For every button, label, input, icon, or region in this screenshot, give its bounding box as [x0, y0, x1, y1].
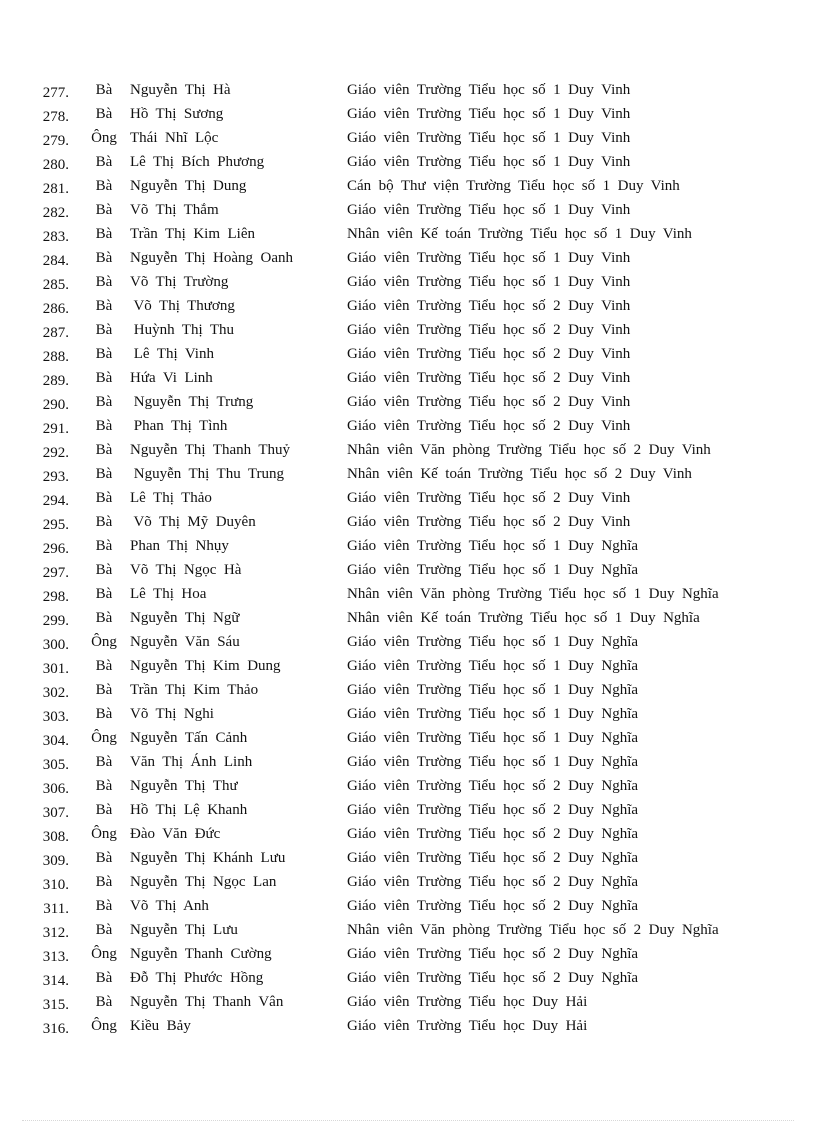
row-number: 307. — [42, 805, 69, 821]
job-title: Giáo viên Trường Tiểu học số 2 Duy Vinh — [347, 490, 631, 506]
job-title: Nhân viên Văn phòng Trường Tiểu học số 2 Duy Vinh — [347, 442, 711, 458]
person-name: Hồ Thị Sương — [130, 106, 224, 122]
row-number: 299. — [42, 613, 69, 629]
person-name: Nguyễn Văn Sáu — [130, 634, 240, 650]
list-item — [0, 990, 816, 1014]
honorific: Bà — [95, 586, 113, 602]
honorific: Bà — [95, 418, 113, 434]
row-number: 277. — [42, 85, 69, 101]
job-title: Giáo viên Trường Tiểu học số 2 Duy Nghĩa — [347, 778, 639, 794]
honorific: Ông — [91, 634, 117, 650]
person-name: Lê Thị Vinh — [130, 346, 214, 362]
row-number: 298. — [42, 589, 69, 605]
job-title: Giáo viên Trường Tiểu học số 2 Duy Nghĩa — [347, 802, 639, 818]
list-item — [0, 462, 816, 486]
job-title: Giáo viên Trường Tiểu học Duy Hải — [347, 1018, 588, 1034]
honorific: Bà — [95, 202, 113, 218]
person-name: Nguyễn Thị Ngữ — [130, 610, 240, 626]
list-item — [0, 558, 816, 582]
job-title: Giáo viên Trường Tiểu học số 1 Duy Vinh — [347, 130, 631, 146]
honorific: Bà — [95, 322, 113, 338]
person-name: Hồ Thị Lệ Khanh — [130, 802, 248, 818]
person-name: Nguyễn Thanh Cường — [130, 946, 272, 962]
row-number: 312. — [42, 925, 69, 941]
honorific: Ông — [91, 826, 117, 842]
person-name: Võ Thị Anh — [130, 898, 209, 914]
honorific: Bà — [95, 154, 113, 170]
job-title: Giáo viên Trường Tiểu học số 2 Duy Nghĩa — [347, 850, 639, 866]
row-number: 305. — [42, 757, 69, 773]
list-item — [0, 270, 816, 294]
list-item — [0, 846, 816, 870]
person-name: Kiều Bảy — [130, 1018, 191, 1034]
job-title: Giáo viên Trường Tiểu học số 1 Duy Nghĩa — [347, 754, 639, 770]
person-name: Trần Thị Kim Thảo — [130, 682, 259, 698]
row-number: 283. — [42, 229, 69, 245]
job-title: Giáo viên Trường Tiểu học số 1 Duy Vinh — [347, 202, 631, 218]
row-number: 303. — [42, 709, 69, 725]
job-title: Giáo viên Trường Tiểu học số 1 Duy Nghĩa — [347, 730, 639, 746]
person-name: Lê Thị Thảo — [130, 490, 212, 506]
job-title: Nhân viên Kế toán Trường Tiểu học số 1 Duy Vinh — [347, 226, 692, 242]
list-item — [0, 102, 816, 126]
list-item — [0, 366, 816, 390]
person-name: Văn Thị Ánh Linh — [130, 754, 253, 770]
honorific: Bà — [95, 922, 113, 938]
job-title: Nhân viên Văn phòng Trường Tiểu học số 2 Duy Nghĩa — [347, 922, 719, 938]
honorific: Bà — [95, 370, 113, 386]
list-item — [0, 918, 816, 942]
person-name: Nguyễn Thị Thanh Vân — [130, 994, 284, 1010]
person-name: Nguyễn Thị Ngọc Lan — [130, 874, 277, 890]
list-item — [0, 414, 816, 438]
honorific: Bà — [95, 970, 113, 986]
honorific: Bà — [95, 706, 113, 722]
list-item — [0, 294, 816, 318]
person-name: Nguyễn Thị Kim Dung — [130, 658, 281, 674]
job-title: Giáo viên Trường Tiểu học số 2 Duy Nghĩa — [347, 826, 639, 842]
honorific: Bà — [95, 274, 113, 290]
job-title: Giáo viên Trường Tiểu học số 1 Duy Nghĩa — [347, 538, 639, 554]
list-item — [0, 390, 816, 414]
person-name: Đỗ Thị Phước Hồng — [130, 970, 264, 986]
list-item — [0, 630, 816, 654]
job-title: Giáo viên Trường Tiểu học số 1 Duy Vinh — [347, 106, 631, 122]
row-number: 311. — [43, 901, 69, 917]
honorific: Bà — [95, 658, 113, 674]
list-item — [0, 438, 816, 462]
list-item — [0, 174, 816, 198]
honorific: Bà — [95, 394, 113, 410]
list-item — [0, 726, 816, 750]
row-number: 316. — [42, 1021, 69, 1037]
list-item — [0, 534, 816, 558]
honorific: Ông — [91, 1018, 117, 1034]
list-item — [0, 678, 816, 702]
honorific: Bà — [95, 778, 113, 794]
person-name: Nguyễn Thị Khánh Lưu — [130, 850, 286, 866]
row-number: 296. — [42, 541, 69, 557]
honorific: Bà — [95, 610, 113, 626]
honorific: Bà — [95, 466, 113, 482]
person-name: Lê Thị Bích Phương — [130, 154, 265, 170]
honorific: Bà — [95, 442, 113, 458]
job-title: Cán bộ Thư viện Trường Tiểu học số 1 Duy Vinh — [347, 178, 680, 194]
person-name: Võ Thị Thương — [130, 298, 235, 314]
row-number: 279. — [42, 133, 69, 149]
list-item — [0, 318, 816, 342]
row-number: 289. — [42, 373, 69, 389]
row-number: 293. — [42, 469, 69, 485]
row-number: 314. — [42, 973, 69, 989]
row-number: 306. — [42, 781, 69, 797]
person-name: Trần Thị Kim Liên — [130, 226, 256, 242]
row-number: 280. — [42, 157, 69, 173]
row-number: 285. — [42, 277, 69, 293]
person-name: Huỳnh Thị Thu — [130, 322, 235, 338]
honorific: Bà — [95, 250, 113, 266]
honorific: Bà — [95, 106, 113, 122]
row-number: 315. — [42, 997, 69, 1013]
job-title: Giáo viên Trường Tiểu học Duy Hải — [347, 994, 588, 1010]
honorific: Bà — [95, 850, 113, 866]
honorific: Bà — [95, 178, 113, 194]
honorific: Bà — [95, 82, 113, 98]
person-name: Phan Thị Nhụy — [130, 538, 229, 554]
list-item — [0, 774, 816, 798]
job-title: Giáo viên Trường Tiểu học số 1 Duy Vinh — [347, 274, 631, 290]
job-title: Nhân viên Kế toán Trường Tiểu học số 2 Duy Vinh — [347, 466, 692, 482]
list-item — [0, 510, 816, 534]
row-number: 286. — [42, 301, 69, 317]
job-title: Giáo viên Trường Tiểu học số 2 Duy Vinh — [347, 418, 631, 434]
job-title: Giáo viên Trường Tiểu học số 2 Duy Nghĩa — [347, 874, 639, 890]
job-title: Giáo viên Trường Tiểu học số 2 Duy Vinh — [347, 346, 631, 362]
job-title: Giáo viên Trường Tiểu học số 2 Duy Nghĩa — [347, 898, 639, 914]
job-title: Giáo viên Trường Tiểu học số 1 Duy Vinh — [347, 154, 631, 170]
list-item — [0, 894, 816, 918]
job-title: Giáo viên Trường Tiểu học số 1 Duy Nghĩa — [347, 658, 639, 674]
row-number: 288. — [42, 349, 69, 365]
list-item — [0, 486, 816, 510]
person-name: Nguyễn Thị Dung — [130, 178, 247, 194]
row-number: 291. — [42, 421, 69, 437]
person-name: Võ Thị Ngọc Hà — [130, 562, 242, 578]
job-title: Giáo viên Trường Tiểu học số 1 Duy Nghĩa — [347, 706, 639, 722]
person-name: Thái Nhĩ Lộc — [130, 130, 219, 146]
list-item — [0, 222, 816, 246]
row-number: 297. — [42, 565, 69, 581]
list-item — [0, 198, 816, 222]
job-title: Giáo viên Trường Tiểu học số 2 Duy Vinh — [347, 514, 631, 530]
row-number: 295. — [42, 517, 69, 533]
job-title: Nhân viên Văn phòng Trường Tiểu học số 1 Duy Nghĩa — [347, 586, 719, 602]
row-number: 313. — [42, 949, 69, 965]
list-item — [0, 798, 816, 822]
honorific: Bà — [95, 226, 113, 242]
list-item — [0, 78, 816, 102]
list-item — [0, 582, 816, 606]
list-item — [0, 942, 816, 966]
honorific: Ông — [91, 730, 117, 746]
person-name: Nguyễn Thị Lưu — [130, 922, 238, 938]
list-item — [0, 822, 816, 846]
person-name: Võ Thị Nghi — [130, 706, 214, 722]
honorific: Bà — [95, 682, 113, 698]
job-title: Giáo viên Trường Tiểu học số 2 Duy Vinh — [347, 298, 631, 314]
job-title: Giáo viên Trường Tiểu học số 1 Duy Nghĩa — [347, 562, 639, 578]
list-item — [0, 750, 816, 774]
row-number: 282. — [42, 205, 69, 221]
person-name: Võ Thị Mỹ Duyên — [130, 514, 256, 530]
honorific: Bà — [95, 538, 113, 554]
row-number: 302. — [42, 685, 69, 701]
row-number: 292. — [42, 445, 69, 461]
row-number: 287. — [42, 325, 69, 341]
list-item — [0, 702, 816, 726]
honorific: Bà — [95, 346, 113, 362]
person-name: Lê Thị Hoa — [130, 586, 207, 602]
row-number: 300. — [42, 637, 69, 653]
person-name: Nguyễn Thị Hà — [130, 82, 231, 98]
job-title: Giáo viên Trường Tiểu học số 2 Duy Vinh — [347, 370, 631, 386]
list-item — [0, 606, 816, 630]
honorific: Bà — [95, 298, 113, 314]
honorific: Bà — [95, 514, 113, 530]
job-title: Giáo viên Trường Tiểu học số 2 Duy Vinh — [347, 394, 631, 410]
row-number: 294. — [42, 493, 69, 509]
list-item — [0, 246, 816, 270]
row-number: 284. — [42, 253, 69, 269]
row-number: 290. — [42, 397, 69, 413]
job-title: Nhân viên Kế toán Trường Tiểu học số 1 Duy Nghĩa — [347, 610, 700, 626]
honorific: Bà — [95, 898, 113, 914]
person-name: Đào Văn Đức — [130, 826, 221, 842]
person-name: Nguyễn Thị Thư — [130, 778, 238, 794]
list-item — [0, 126, 816, 150]
honorific: Bà — [95, 562, 113, 578]
honorific: Ông — [91, 130, 117, 146]
job-title: Giáo viên Trường Tiểu học số 1 Duy Nghĩa — [347, 634, 639, 650]
person-name: Nguyễn Thị Hoàng Oanh — [130, 250, 294, 266]
list-item — [0, 966, 816, 990]
honorific: Bà — [95, 754, 113, 770]
row-number: 304. — [42, 733, 69, 749]
personnel-list — [0, 78, 816, 1038]
list-item — [0, 654, 816, 678]
job-title: Giáo viên Trường Tiểu học số 2 Duy Vinh — [347, 322, 631, 338]
person-name: Phan Thị Tình — [130, 418, 228, 434]
job-title: Giáo viên Trường Tiểu học số 1 Duy Vinh — [347, 82, 631, 98]
job-title: Giáo viên Trường Tiểu học số 2 Duy Nghĩa — [347, 946, 639, 962]
list-item — [0, 1014, 816, 1038]
list-item — [0, 342, 816, 366]
honorific: Bà — [95, 802, 113, 818]
person-name: Võ Thị Trường — [130, 274, 229, 290]
person-name: Võ Thị Thắm — [130, 202, 219, 218]
job-title: Giáo viên Trường Tiểu học số 1 Duy Nghĩa — [347, 682, 639, 698]
person-name: Nguyễn Thị Thanh Thuỷ — [130, 442, 290, 458]
row-number: 281. — [42, 181, 69, 197]
list-item — [0, 150, 816, 174]
honorific: Ông — [91, 946, 117, 962]
page-footer-rule — [22, 1120, 794, 1121]
row-number: 308. — [42, 829, 69, 845]
row-number: 278. — [42, 109, 69, 125]
person-name: Nguyễn Tấn Cảnh — [130, 730, 248, 746]
list-item — [0, 870, 816, 894]
honorific: Bà — [95, 490, 113, 506]
person-name: Nguyễn Thị Thu Trung — [130, 466, 285, 482]
job-title: Giáo viên Trường Tiểu học số 1 Duy Vinh — [347, 250, 631, 266]
row-number: 309. — [42, 853, 69, 869]
job-title: Giáo viên Trường Tiểu học số 2 Duy Nghĩa — [347, 970, 639, 986]
row-number: 310. — [42, 877, 69, 893]
person-name: Nguyễn Thị Trưng — [130, 394, 254, 410]
row-number: 301. — [42, 661, 69, 677]
honorific: Bà — [95, 874, 113, 890]
honorific: Bà — [95, 994, 113, 1010]
person-name: Hứa Vi Linh — [130, 370, 213, 386]
